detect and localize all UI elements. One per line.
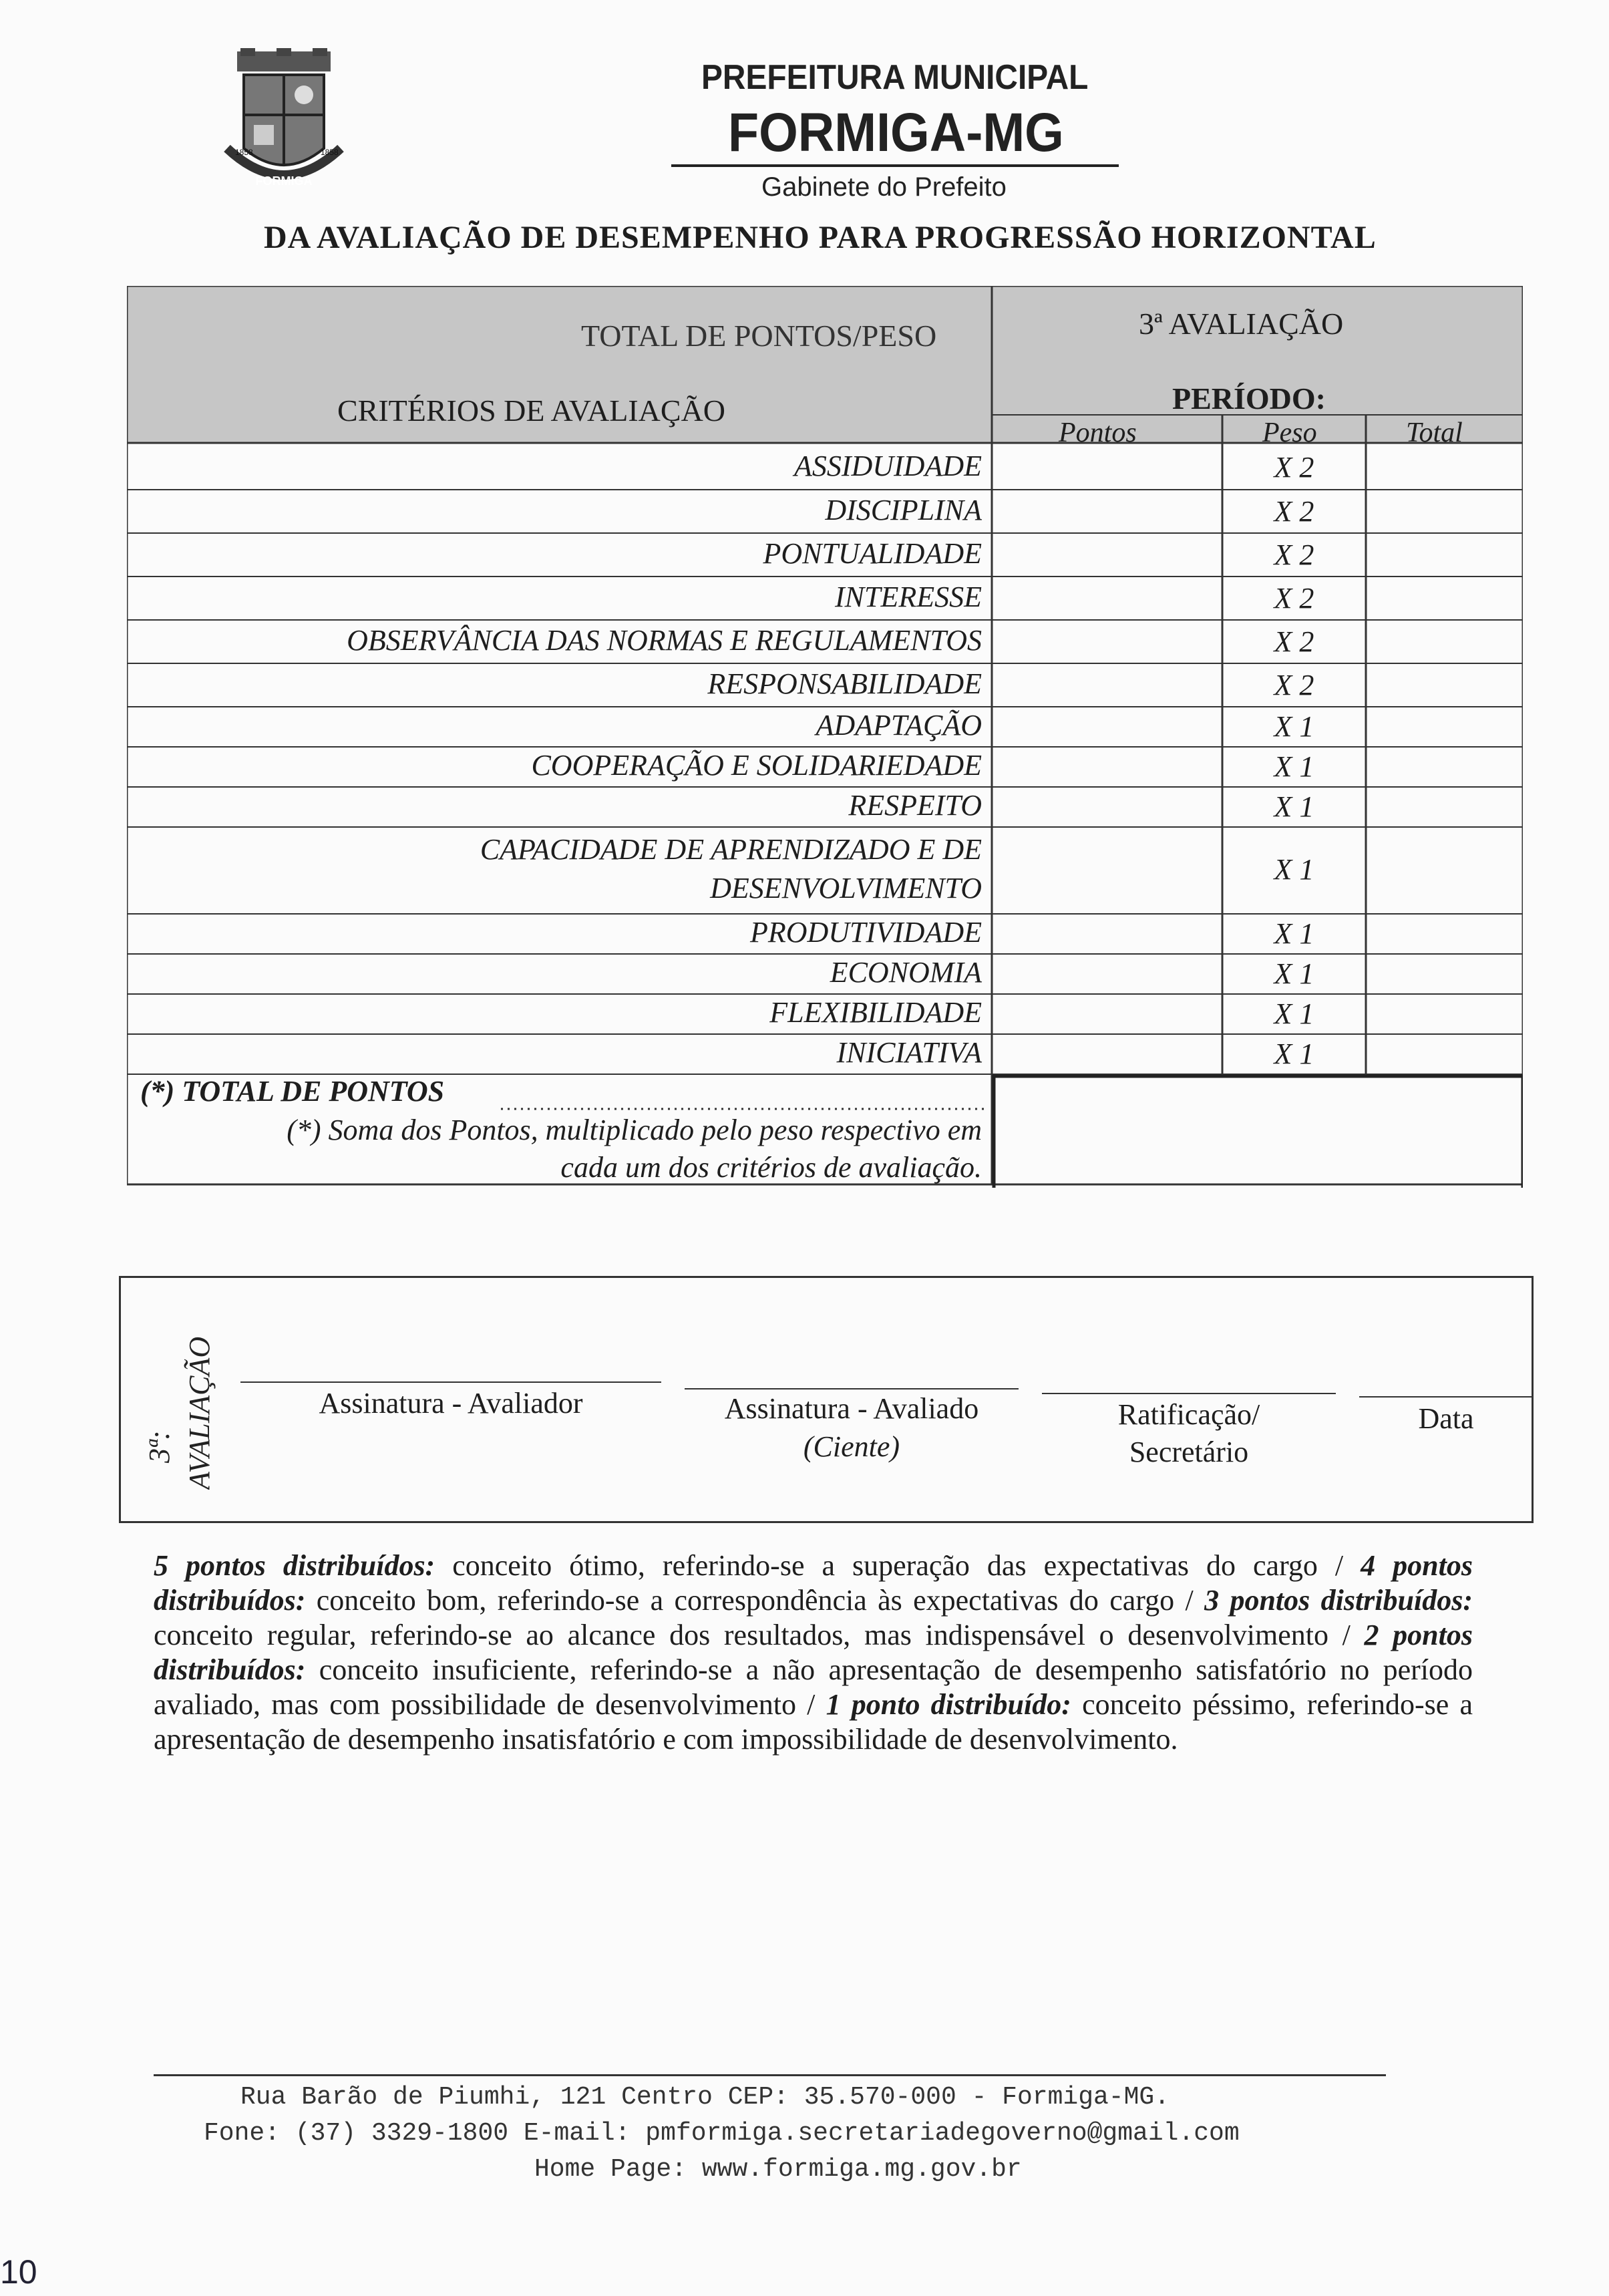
footer-rule [154, 2074, 1386, 2076]
table-row: PONTUALIDADE [763, 537, 982, 570]
legend-term: 3 pontos distribuídos: [1204, 1584, 1473, 1617]
signature-line-ratificacao[interactable] [1042, 1393, 1336, 1394]
peso-cell: X 2 [1274, 625, 1314, 658]
table-row: COOPERAÇÃO E SOLIDARIEDADE [531, 749, 982, 782]
table-row: RESPEITO [848, 789, 982, 822]
legend-term: 5 pontos distribuídos: [154, 1549, 435, 1582]
table-row: OBSERVÂNCIA DAS NORMAS E REGULAMENTOS [347, 624, 982, 657]
label-secretario: Secretário [1129, 1436, 1249, 1468]
peso-cell: X 1 [1274, 853, 1314, 886]
signature-line-avaliado[interactable] [685, 1388, 1019, 1389]
table-row: DISCIPLINA [825, 494, 982, 526]
table-row: ADAPTAÇÃO [816, 709, 982, 742]
legend-text: conceito insuficiente, referindo-se a não apresentação de desempenho satisfatório no período avaliado, mas com possibilidade de desenvolvimento / [154, 1653, 1473, 1721]
peso-cell: X 1 [1274, 750, 1314, 783]
legend-term: 2 pontos distribuídos: [154, 1619, 1473, 1686]
scoring-legend [154, 1548, 1473, 1757]
evaluation-title: 3ª AVALIAÇÃO [1139, 307, 1344, 341]
total-points-label: (*) TOTAL DE PONTOS [140, 1075, 445, 1108]
footer-contact: Fone: (37) 3329-1800 E-mail: pmformiga.secretariadegoverno@gmail.com [204, 2119, 1240, 2148]
footer-address: Rua Barão de Piumhi, 121 Centro CEP: 35.570-000 - Formiga-MG. [240, 2083, 1170, 2112]
peso-cell: X 1 [1274, 1037, 1314, 1070]
peso-cell: X 2 [1274, 451, 1314, 484]
peso-column [1222, 286, 1366, 1074]
date-line[interactable] [1359, 1396, 1533, 1398]
legend-text: conceito regular, referindo-se ao alcance dos resultados, mas indispensável o desenvolvimento / [154, 1619, 1365, 1651]
label-data: Data [1418, 1402, 1474, 1435]
legend-term: 4 pontos distribuídos: [154, 1549, 1473, 1617]
header-total-points-label: TOTAL DE PONTOS/PESO [581, 319, 937, 353]
criteria-column [127, 286, 982, 1074]
page-number: 10 [0, 2253, 37, 2291]
table-row: FLEXIBILIDADE [769, 996, 982, 1029]
header-line-1: PREFEITURA MUNICIPAL [701, 58, 1089, 97]
vertical-label-line2: AVALIAÇÃO [183, 1336, 216, 1490]
footer-homepage: Home Page: www.formiga.mg.gov.br [534, 2155, 1022, 2184]
legend-text: conceito péssimo, referindo-se a apresentação de desempenho insatisfatório e com impossibilidade de desenvolvimento. [154, 1688, 1473, 1756]
crest-banner-text: FORMIGA [255, 174, 313, 188]
column-total: Total [1406, 418, 1463, 448]
label-avaliador: Assinatura - Avaliador [319, 1387, 583, 1420]
peso-cell: X 2 [1274, 669, 1314, 701]
signature-line-avaliador[interactable] [240, 1381, 661, 1383]
crest-year-right: 1858 [321, 148, 339, 157]
peso-cell: X 1 [1274, 790, 1314, 823]
table-row: INICIATIVA [836, 1036, 982, 1069]
peso-cell: X 2 [1274, 582, 1314, 615]
evaluation-table [127, 286, 1523, 1188]
column-peso: Peso [1262, 418, 1317, 448]
total-note-line1: (*) Soma dos Pontos, multiplicado pelo peso respectivo em [287, 1114, 982, 1146]
table-row-line2: DESENVOLVIMENTO [710, 872, 982, 905]
column-pontos: Pontos [1059, 418, 1137, 448]
legend-text: conceito ótimo, referindo-se a superação das expectativas do cargo / [435, 1549, 1361, 1582]
peso-cell: X 1 [1274, 957, 1314, 990]
table-row: PRODUTIVIDADE [749, 916, 982, 949]
peso-cell: X 1 [1274, 710, 1314, 743]
period-label: PERÍODO: [1172, 381, 1326, 416]
peso-cell: X 2 [1274, 538, 1314, 571]
peso-cell: X 1 [1274, 997, 1314, 1030]
peso-cell: X 2 [1274, 495, 1314, 528]
header-line-3: Gabinete do Prefeito [761, 172, 1007, 202]
table-row: INTERESSE [835, 581, 982, 613]
document-title: DA AVALIAÇÃO DE DESEMPENHO PARA PROGRESSÃO HORIZONTAL [264, 220, 1377, 255]
total-note-line2: cada um dos critérios de avaliação. [560, 1151, 982, 1184]
table-row: ECONOMIA [830, 956, 982, 989]
header-city: FORMIGA-MG [728, 102, 1064, 163]
total-points-field[interactable] [995, 1078, 1520, 1191]
vertical-label-line1: 3ª: [143, 1430, 176, 1463]
header-underline [671, 164, 1119, 167]
table-row: ASSIDUIDADE [793, 450, 982, 482]
legend-term: 1 ponto distribuído: [826, 1688, 1071, 1721]
label-ratificacao: Ratificação/ [1117, 1398, 1260, 1431]
label-avaliado: Assinatura - Avaliado [724, 1392, 979, 1425]
peso-cell: X 1 [1274, 917, 1314, 950]
header-criteria-label: CRITÉRIOS DE AVALIAÇÃO [337, 393, 726, 428]
vertical-evaluation-label [126, 1329, 219, 1490]
table-row: RESPONSABILIDADE [707, 667, 982, 700]
table-row: CAPACIDADE DE APRENDIZADO E DE [480, 833, 982, 866]
label-ciente: (Ciente) [803, 1430, 900, 1463]
crest-year-left: 1858 [235, 148, 253, 157]
municipal-crest-logo [220, 48, 347, 202]
legend-text: conceito bom, referindo-se a correspondência às expectativas do cargo / [305, 1584, 1205, 1617]
